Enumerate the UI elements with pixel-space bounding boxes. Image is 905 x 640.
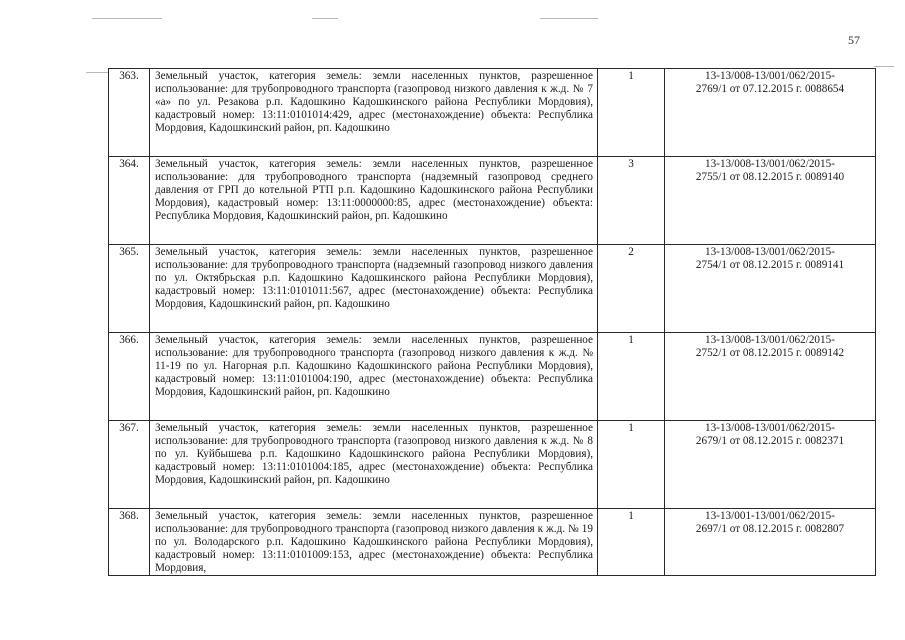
quantity-cell: 1 xyxy=(598,509,665,576)
registration-cell xyxy=(665,333,876,421)
registration-number: 13-13/008-13/001/062/2015- xyxy=(705,334,835,346)
registration-date: 2754/1 от 08.12.2015 г. 0089141 xyxy=(695,258,845,271)
quantity-cell: 1 xyxy=(598,69,665,157)
registration-date: 2697/1 от 08.12.2015 г. 0082807 xyxy=(695,522,845,535)
registration-date: 2769/1 от 07.12.2015 г. 0088654 xyxy=(695,82,845,95)
row-number: 363. xyxy=(109,69,150,157)
registration-cell xyxy=(665,69,876,157)
table-row xyxy=(109,333,876,421)
registration-date: 2752/1 от 08.12.2015 г. 0089142 xyxy=(695,346,845,359)
land-plot-description: Земельный участок, категория земель: земли населенных пунктов, разрешенное использование: для трубопроводного транспорта (газопровод низкого давления к ж.д. № 8 по ул. Куйбышева р.п. Кадошкино Кадошкинского района Республики Мордовия), кадастровый номер: 13:11:0101004:185, адрес (местонахождение) объекта: Республика Мордовия, Кадошкинский район, рп. Кадошкино xyxy=(150,421,598,509)
quantity-cell: 1 xyxy=(598,421,665,509)
scan-artifact xyxy=(86,72,108,73)
land-plot-description: Земельный участок, категория земель: земли населенных пунктов, разрешенное использование: для трубопроводного транспорта (надземный газопровод среднего давления от ГРП до котельной РТП р.п. Кадошкино Кадошкинского района Республики Мордовия), кадастровый номер: 13:11:0000000:85, адрес (местонахождение) объекта: Республика Мордовия, Кадошкинский район, рп. Кадошкино xyxy=(150,157,598,245)
registration-number: 13-13/001-13/001/062/2015- xyxy=(705,510,835,522)
row-number: 366. xyxy=(109,333,150,421)
page-number: 57 xyxy=(848,33,860,47)
land-plot-description: Земельный участок, категория земель: земли населенных пунктов, разрешенное использование: для трубопроводного транспорта (газопровод низкого давления к ж.д. № 11-19 по ул. Нагорная р.п. Кадошкино Кадошкинского района Республики Мордовия), кадастровый номер: 13:11:0101004:190, адрес (местонахождение) объекта: Республика Мордовия, Кадошкинский район, рп. Кадошкино xyxy=(150,333,598,421)
registration-number: 13-13/008-13/001/062/2015- xyxy=(705,246,835,258)
registration-number: 13-13/008-13/001/062/2015- xyxy=(705,422,835,434)
land-plot-description: Земельный участок, категория земель: земли населенных пунктов, разрешенное использование: для трубопроводного транспорта (газопровод низкого давления к ж.д. № 7 «а» по ул. Резакова р.п. Кадошкино Кадошкинского района Республики Мордовия), кадастровый номер: 13:11:0101014:429, адрес (местонахождение) объекта: Республика Мордовия, Кадошкинский район, рп. Кадошкино xyxy=(150,69,598,157)
quantity-cell: 1 xyxy=(598,333,665,421)
scan-artifact xyxy=(540,18,598,19)
row-number: 367. xyxy=(109,421,150,509)
land-plot-description: Земельный участок, категория земель: земли населенных пунктов, разрешенное использование: для трубопроводного транспорта (газопровод низкого давления к ж.д. № 19 по ул. Володарского р.п. Кадошкино Кадошкинского района Республики Мордовия), кадастровый номер: 13:11:0101009:153, адрес (местонахождение) объекта: Республика Мордовия, xyxy=(150,509,598,576)
registration-cell xyxy=(665,421,876,509)
scan-artifact xyxy=(312,18,338,19)
scan-artifact xyxy=(92,18,162,19)
registration-number: 13-13/008-13/001/062/2015- xyxy=(705,158,835,170)
row-number: 365. xyxy=(109,245,150,333)
row-number: 368. xyxy=(109,509,150,576)
registration-cell xyxy=(665,157,876,245)
table-row xyxy=(109,245,876,333)
table-row xyxy=(109,69,876,157)
row-number: 364. xyxy=(109,157,150,245)
table-row xyxy=(109,421,876,509)
land-plot-description: Земельный участок, категория земель: земли населенных пунктов, разрешенное использование: для трубопроводного транспорта (надземный газопровод низкого давления по ул. Октябрьская р.п. Кадошкино Кадошкинского района Республики Мордовия), кадастровый номер: 13:11:0101011:567, адрес (местонахождение) объекта: Республика Мордовия, Кадошкинский район, рп. Кадошкино xyxy=(150,245,598,333)
quantity-cell: 3 xyxy=(598,157,665,245)
quantity-cell: 2 xyxy=(598,245,665,333)
registration-number: 13-13/008-13/001/062/2015- xyxy=(705,70,835,82)
registration-date: 2679/1 от 08.12.2015 г. 0082371 xyxy=(695,434,845,447)
table-row xyxy=(109,509,876,576)
scan-artifact xyxy=(874,66,894,67)
registration-cell xyxy=(665,245,876,333)
registration-cell xyxy=(665,509,876,576)
table-row xyxy=(109,157,876,245)
property-registry-table xyxy=(108,68,876,576)
registration-date: 2755/1 от 08.12.2015 г. 0089140 xyxy=(695,170,845,183)
